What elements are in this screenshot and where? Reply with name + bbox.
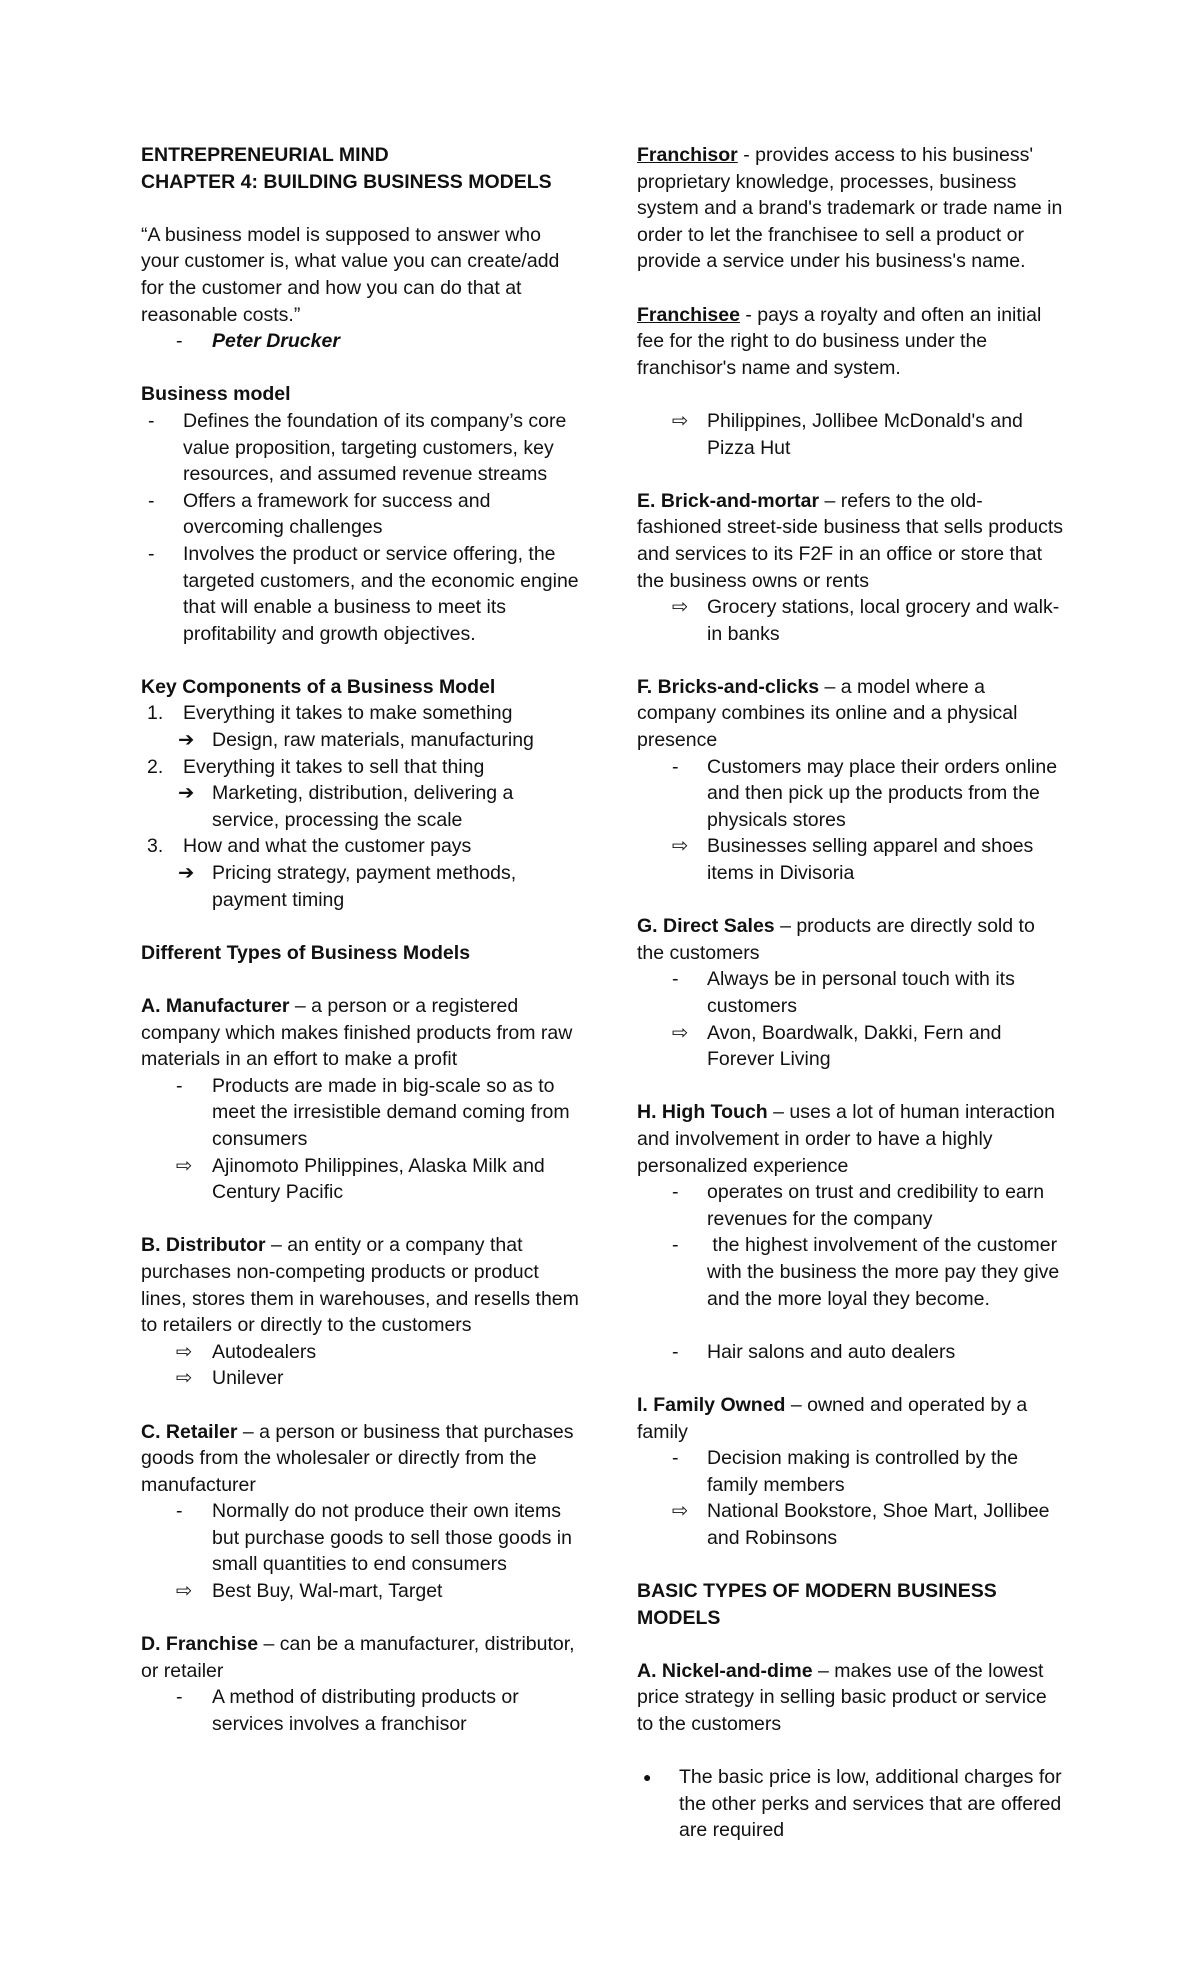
bullet-item: ● The basic price is low, additional charges for the other perks and services that are offered are required bbox=[643, 1766, 1062, 1842]
list-item: - Products are made in big-scale so as to meet the irresistible demand coming from consumers bbox=[176, 1074, 570, 1150]
hollow-arrow-icon: ⇨ bbox=[672, 1500, 689, 1523]
chapter-title: CHAPTER 4: BUILDING BUSINESS MODELS bbox=[141, 170, 552, 193]
example-item: ⇨ Ajinomoto Philippines, Alaska Milk and Century Pacific bbox=[176, 1154, 545, 1204]
example-item: ⇨ Best Buy, Wal-mart, Target bbox=[141, 1578, 581, 1605]
numbered-item: 2. Everything it takes to sell that thing bbox=[147, 755, 485, 778]
arrow-item: ➔ Pricing strategy, payment methods, payment timing bbox=[178, 862, 517, 911]
family-owned-definition: I. Family Owned – owned and operated by a family bbox=[637, 1393, 1028, 1443]
list-item: - Defines the foundation of its company’s core value proposition, targeting customers, key resources, and assumed revenue streams bbox=[148, 409, 567, 486]
franchisee-definition: Franchisee - pays a royalty and often an initial fee for the right to do business under the franchisor's name and system. bbox=[637, 303, 1042, 379]
example-item: ⇨ Businesses selling apparel and shoes items in Divisoria bbox=[672, 835, 1034, 885]
bricks-and-clicks-definition: F. Bricks-and-clicks – a model where a company combines its online and a physical presence bbox=[637, 675, 1018, 752]
hollow-arrow-icon: ⇨ bbox=[672, 409, 689, 432]
high-touch-definition: H. High Touch – uses a lot of human interaction and involvement in order to have a highly personalized experience bbox=[637, 1101, 1055, 1177]
modern-models-heading: BASIC TYPES OF MODERN BUSINESS MODELS bbox=[637, 1580, 997, 1629]
hollow-arrow-icon: ⇨ bbox=[672, 1021, 689, 1044]
list-item: - Decision making is controlled by the family members bbox=[672, 1447, 1019, 1496]
types-heading: Different Types of Business Models bbox=[141, 941, 471, 964]
franchisor-definition: Franchisor - provides access to his business' proprietary knowledge, processes, business system and a brand's trademark or trade name in order to let the franchisee to sell a product or provide a service under his business's name. bbox=[637, 144, 1063, 273]
arrow-item: ➔ Design, raw materials, manufacturing bbox=[141, 727, 581, 754]
retailer-definition: C. Retailer – a person or business that purchases goods from the wholesaler or directly from the manufacturer bbox=[141, 1420, 574, 1496]
hollow-arrow-icon: ⇨ bbox=[176, 1367, 193, 1390]
example-item: ⇨ National Bookstore, Shoe Mart, Jollibee and Robinsons bbox=[672, 1500, 1050, 1549]
hollow-arrow-icon: ⇨ bbox=[176, 1154, 193, 1177]
quote: “A business model is supposed to answer who your customer is, what value you can create/add for the customer and how you can do that at reasonable costs.” bbox=[141, 223, 560, 326]
list-item: - Normally do not produce their own items but purchase goods to sell those goods in small quantities to end consumers bbox=[176, 1500, 572, 1576]
arrow-item: ➔ Marketing, distribution, delivering a service, processing the scale bbox=[178, 782, 514, 831]
arrow-icon: ➔ bbox=[178, 862, 195, 885]
example-item: ⇨ Avon, Boardwalk, Dakki, Fern and Forever Living bbox=[672, 1021, 1002, 1071]
left-column bbox=[141, 142, 581, 1738]
arrow-icon: ➔ bbox=[178, 729, 195, 752]
list-item: - Involves the product or service offering, the targeted customers, and the economic engine that will enable a business to meet its profitability and growth objectives. bbox=[148, 542, 579, 645]
brick-and-mortar-definition: E. Brick-and-mortar – refers to the old-fashioned street-side business that sells products and services to its F2F in an office or store that the business owns or rents bbox=[637, 489, 1063, 592]
list-item: - Customers may place their orders online and then pick up the products from the physicals stores bbox=[672, 755, 1058, 831]
example-item: ⇨ Grocery stations, local grocery and walk-in banks bbox=[672, 596, 1060, 645]
example-item: ⇨ Philippines, Jollibee McDonald's and Pizza Hut bbox=[672, 409, 1023, 459]
direct-sales-definition: G. Direct Sales – products are directly sold to the customers bbox=[637, 915, 1035, 964]
manufacturer-definition: A. Manufacturer – a person or a registered company which makes finished products from raw materials in an effort to make a profit bbox=[141, 995, 573, 1071]
hollow-arrow-icon: ⇨ bbox=[176, 1340, 193, 1363]
quote-author: Peter Drucker bbox=[212, 330, 340, 353]
list-item: - Offers a framework for success and overcoming challenges bbox=[148, 489, 491, 539]
hollow-arrow-icon: ⇨ bbox=[672, 835, 689, 858]
quote-attribution bbox=[141, 328, 581, 355]
example-item: ⇨ Unilever bbox=[141, 1365, 581, 1392]
dash-marker: - bbox=[176, 330, 183, 353]
distributor-definition: B. Distributor – an entity or a company that purchases non-competing products or product lines, stores them in warehouses, and resells them to retailers or directly to the customers bbox=[141, 1234, 579, 1337]
list-item: - operates on trust and credibility to earn revenues for the company bbox=[672, 1181, 1045, 1230]
list-item: - Hair salons and auto dealers bbox=[672, 1340, 956, 1363]
document-title: ENTREPRENEURIAL MIND bbox=[141, 144, 389, 166]
list-item: - A method of distributing products or services involves a franchisor bbox=[176, 1686, 519, 1736]
key-components-heading: Key Components of a Business Model bbox=[141, 675, 496, 698]
example-item: ⇨ Autodealers bbox=[141, 1339, 581, 1366]
hollow-arrow-icon: ⇨ bbox=[672, 596, 689, 619]
list-item: - the highest involvement of the customer with the business the more pay they give and the more loyal they become. bbox=[672, 1234, 1065, 1310]
hollow-arrow-icon: ⇨ bbox=[176, 1580, 193, 1603]
business-model-heading: Business model bbox=[141, 383, 291, 406]
arrow-icon: ➔ bbox=[178, 782, 195, 805]
numbered-item: 3. How and what the customer pays bbox=[147, 835, 472, 858]
nickel-and-dime-definition: A. Nickel-and-dime – makes use of the lowest price strategy in selling basic product or service to the customers bbox=[637, 1659, 1047, 1736]
list-item: - Always be in personal touch with its customers bbox=[672, 968, 1015, 1017]
right-column bbox=[637, 142, 1067, 1844]
numbered-item: 1. Everything it takes to make something bbox=[147, 702, 513, 725]
bullet-icon: ● bbox=[643, 1769, 652, 1786]
franchise-definition: D. Franchise – can be a manufacturer, distributor, or retailer bbox=[141, 1633, 575, 1682]
